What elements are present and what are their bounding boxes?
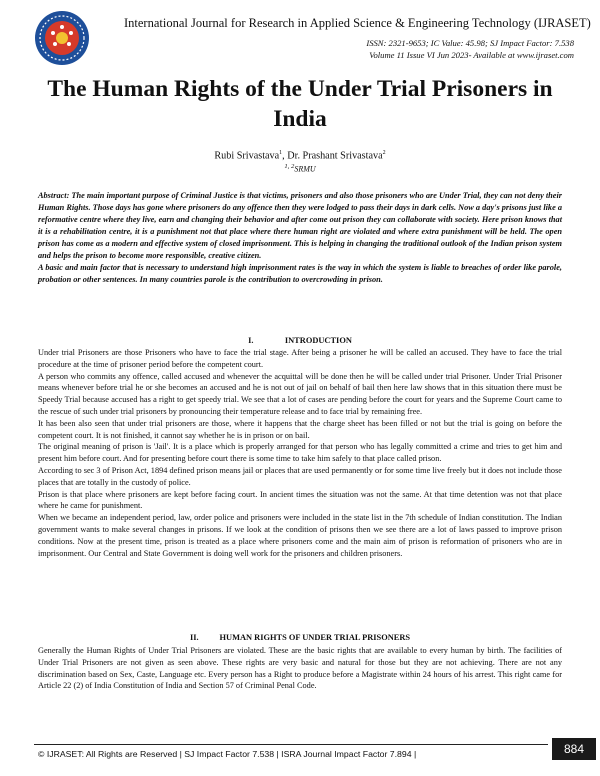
affiliation-sup: 1, 2 — [284, 163, 295, 170]
abstract-paragraph-2: A basic and main factor that is necessary to understand high imprisonment rates is the way in which the system is liable to breaches of order like parole, probation or other sentences. In many countries parole is the contribution to overcrowding in prison. — [38, 263, 562, 284]
body-paragraph: According to sec 3 of Prison Act, 1894 defined prison means jail or places that are used permanently or for some time live freely but it does not include those places that are totally in the custody of police. — [38, 465, 562, 487]
body-paragraph: Prison is that place where prisoners are kept before facing court. In ancient times the situation was not the same. At that time detention was not that place where he came for punishment. — [38, 489, 562, 511]
section-2-number: II. — [189, 633, 199, 642]
paper-title-line-1: The Human Rights of the Under Trial Prisoners in — [47, 76, 553, 102]
page-number: 884 — [552, 738, 596, 760]
section-2-heading — [0, 633, 600, 642]
volume-line: Volume 11 Issue VI Jun 2023- Available at www.ijraset.com — [369, 49, 574, 60]
section-1-title: INTRODUCTION — [284, 336, 352, 345]
section-1-heading — [0, 336, 600, 345]
author-2-sup: 2 — [382, 150, 386, 156]
footer-text: © IJRASET: All Rights are Reserved | SJ Impact Factor 7.538 | ISRA Journal Impact Factor 7.894 | — [38, 749, 417, 759]
footer-rule — [34, 744, 548, 745]
ijraset-logo-icon — [34, 10, 90, 66]
affiliation — [0, 163, 600, 174]
journal-issn-block — [366, 38, 574, 61]
paper-title — [20, 74, 580, 134]
author-separator: , — [282, 150, 288, 162]
section-1-body — [38, 347, 562, 559]
body-paragraph: It has been also seen that under trial prisoners are those, where it happens that the charge sheet has been filled or not but the trial is going on before the competent court. It is not finished, it cannot say whether he is in prison or on bail. — [38, 418, 562, 440]
abstract-paragraph-1: Abstract: The main important purpose of Criminal Justice is that victims, prisoners and also those prisoners who are Under Trial, they can not deny their Human Rights. Those days has gone where prisoners do any offence then they were lodged to pass their days in dark cells. Now a day's prisons just like a reformative centre where they live, earn and changing their behavior and after come out prison they can collaborate with society. Here prison knows that it is a rehabilitation centre, it is a punishment not that place where there human right are violated and where extra punishment will be held. The open prison has come as a modern and effective system of closed imprisonment. This is helping in changing the traditional outlook of the Indian prison system and helps the prison to become more responsible, creative citizen. — [38, 191, 562, 260]
issn-line: ISSN: 2321-9653; IC Value: 45.98; SJ Impact Factor: 7.538 — [366, 38, 574, 48]
body-paragraph: When we became an independent period, law, order police and prisoners were included in the state list in the 7th schedule of Indian constitution. The Indian government wants to make several changes in prisons. If we look at the condition of prisons then we see there are a lot of laws passed to improve prison conditions. Now at the present time, prison is treated as a place where prisoners come and the main aim of prison is reformation of prisoners who are in imprisonment. Our Central and State Government is doing well work for the prisoners and children prisoners. — [38, 513, 562, 558]
section-1-number: I. — [248, 336, 254, 345]
author-line — [0, 150, 600, 161]
author-1-sup: 1 — [279, 150, 283, 156]
author-1: Rubi Srivastava — [214, 150, 280, 162]
author-2: Dr. Prashant Srivastava — [287, 150, 383, 162]
section-2-body — [38, 645, 562, 692]
abstract — [38, 190, 562, 286]
paper-title-line-2: India — [273, 106, 327, 132]
journal-name: International Journal for Research in Applied Science & Engineering Technology (IJRASET) — [124, 16, 591, 30]
body-paragraph: Under trial Prisoners are those Prisoners who have to face the trial stage. After being a prisoner he will be called an accused. They have to face the trial procedure at the time of prisoner period before the competent court. — [38, 348, 562, 369]
body-paragraph: A person who commits any offence, called accused and whenever the acquittal will be done then he will be called under trial Prisoner. Under Trial Prisoner means whenever before trial he or she becomes an accused and he is not out of jail on behalf of bail then here law shows that in this situation there must be Speedy Trial because accused has a right to get speedy trial. We see that a lot of cases are pending before the court for years and the Supreme Court came to the rescue of such under trial prisoners by pronouncing their temperature release and to face trial by remaining free. — [38, 371, 562, 416]
affiliation-text: SRMU — [294, 164, 316, 174]
section-2-title: HUMAN RIGHTS OF UNDER TRIAL PRISONERS — [219, 633, 411, 642]
journal-header — [34, 10, 591, 70]
body-paragraph: Generally the Human Rights of Under Trial Prisoners are violated. These are the basic rights that are available to every human by birth. The facilities of Under Trial Prisoners are not given as seen above. These rights are very basic and natural for those but they are not achieving. There are not any discrimination based on Sex, Caste, Language etc. Every person has a Right to produce before a Magistrate within 24 hours of his arrest. This right came for Article 22 (2) of India Constitution of India and Section 57 of Criminal Penal Code. — [38, 646, 562, 691]
body-paragraph: The original meaning of prison is 'Jail'. It is a place which is properly arranged for that person who has legally committed a crime and tries to get him and present him before court. And for presenting before court there is some time to take him safely to that place called prison. — [38, 442, 562, 464]
